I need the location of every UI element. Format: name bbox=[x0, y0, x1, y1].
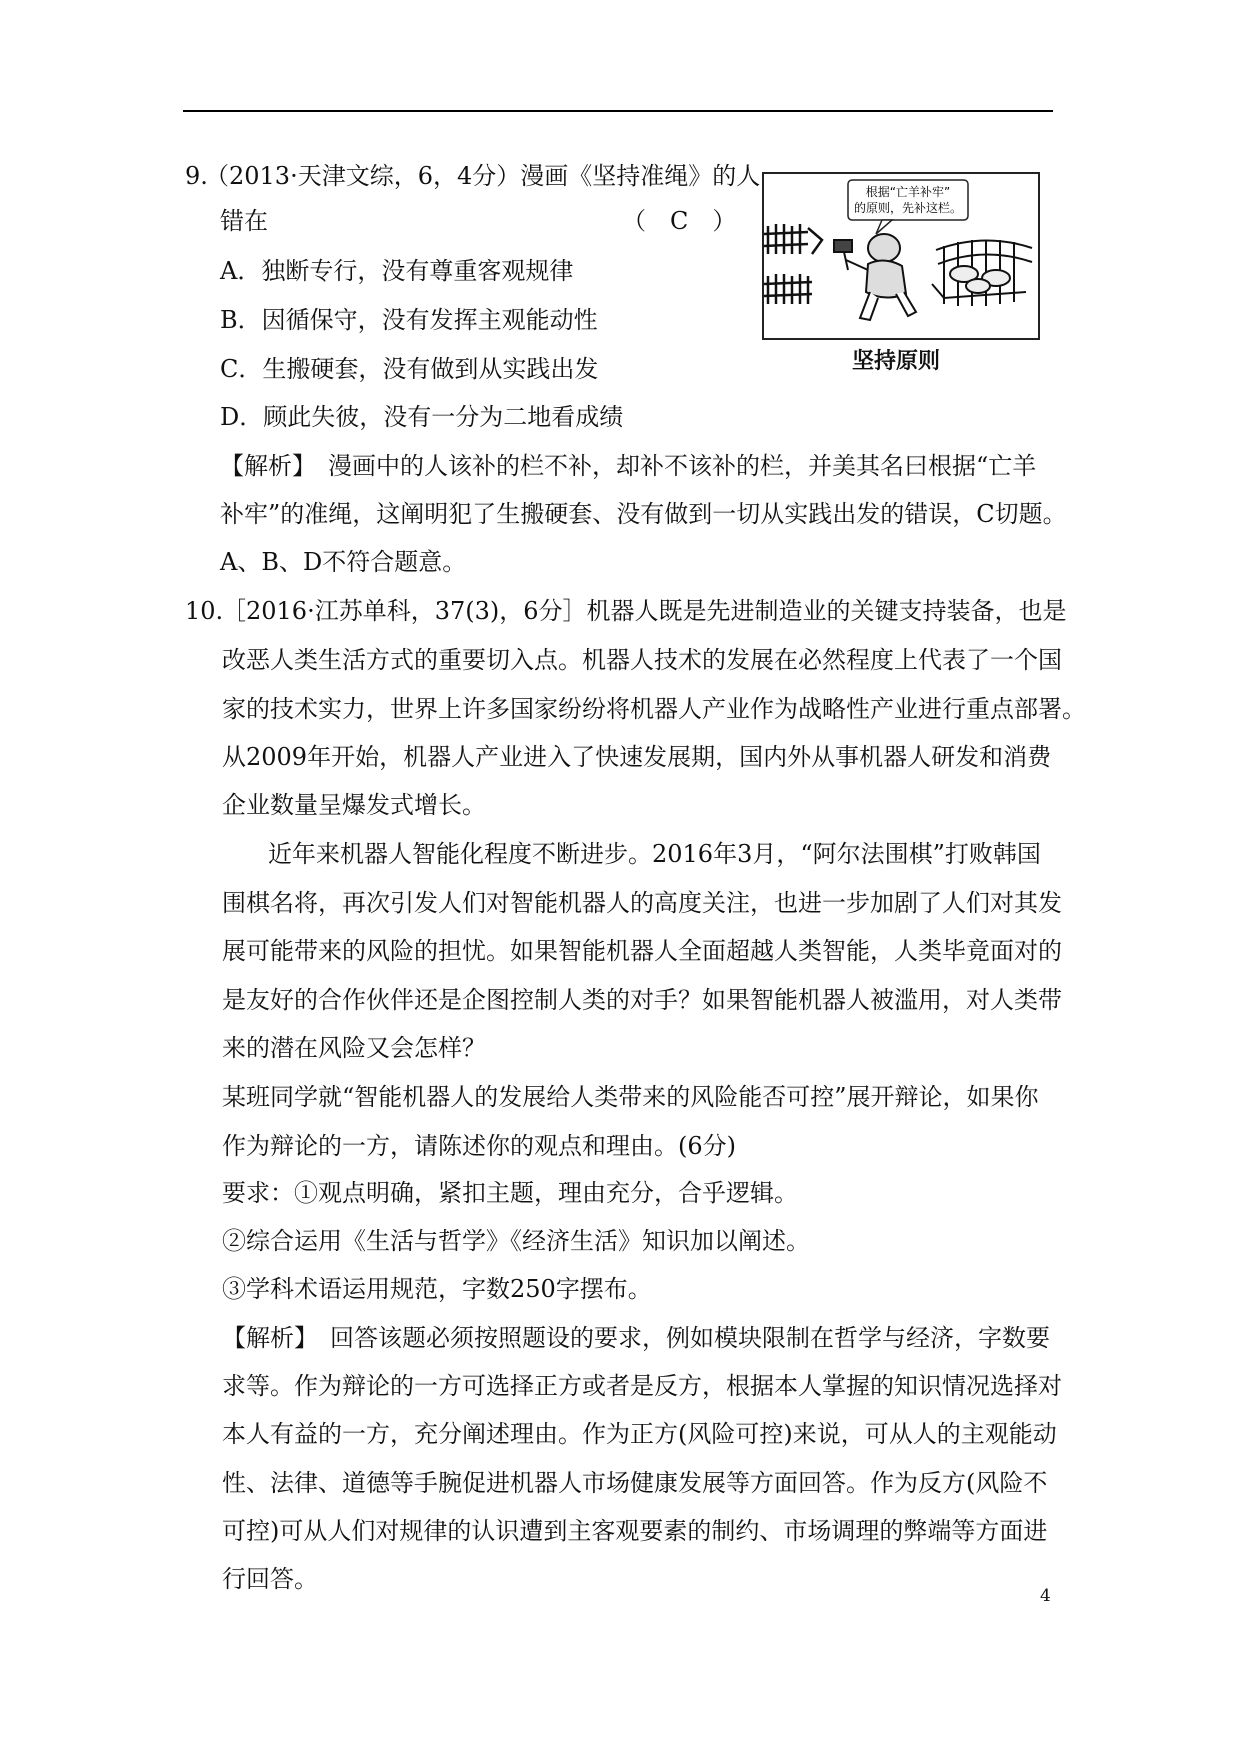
q9-option-b: B．因循保守，没有发挥主观能动性 bbox=[220, 306, 598, 334]
q10-analysis-line5: 可控)可从人们对规律的认识遭到主客观要素的制约、市场调理的弊端等方面进 bbox=[222, 1517, 1048, 1545]
q9-option-c: C．生搬硬套，没有做到从实践出发 bbox=[220, 355, 599, 383]
cartoon-illustration bbox=[762, 172, 1040, 340]
q10-para1-line5: 企业数量呈爆发式增长。 bbox=[222, 791, 486, 819]
q10-task-line1: 某班同学就“智能机器人的发展给人类带来的风险能否可控”展开辩论，如果你 bbox=[222, 1083, 1039, 1111]
speech-line1: 根据“亡羊补牢” bbox=[865, 185, 951, 199]
q10-requirement-3: ③学科术语运用规范，字数250字摆布。 bbox=[222, 1275, 652, 1303]
header-rule bbox=[183, 110, 1053, 112]
q9-analysis-line1: 【解析】 漫画中的人该补的栏不补，却补不该补的栏，并美其名曰根据“亡羊 bbox=[220, 452, 1037, 480]
q10-analysis-line3: 本人有益的一方，充分阐述理由。作为正方(风险可控)来说，可从人的主观能动 bbox=[222, 1420, 1057, 1448]
q10-para1-line3: 家的技术实力，世界上许多国家纷纷将机器人产业作为战略性产业进行重点部署。 bbox=[222, 695, 1086, 723]
q10-requirement-1: 要求：①观点明确，紧扣主题，理由充分，合乎逻辑。 bbox=[222, 1179, 798, 1207]
q9-analysis-line3: A、B、D不符合题意。 bbox=[220, 548, 467, 576]
q10-para2-line1: 近年来机器人智能化程度不断进步。2016年3月，“阿尔法围棋”打败韩国 bbox=[268, 840, 1041, 868]
cartoon-caption: 坚持原则 bbox=[852, 349, 941, 374]
q9-option-d: D．顾此失彼，没有一分为二地看成绩 bbox=[220, 403, 624, 431]
q10-para2-line2: 围棋名将，再次引发人们对智能机器人的高度关注，也进一步加剧了人们对其发 bbox=[222, 889, 1062, 917]
q10-task-line2: 作为辩论的一方，请陈述你的观点和理由。(6分) bbox=[222, 1132, 736, 1160]
q9-stem-line1: （2013·天津文综，6，4分）漫画《坚持准绳》的人 bbox=[205, 162, 761, 190]
q9-option-a: A．独断专行，没有尊重客观规律 bbox=[220, 257, 574, 285]
q10-analysis-line1: 【解析】 回答该题必须按照题设的要求，例如模块限制在哲学与经济，字数要 bbox=[222, 1324, 1050, 1352]
q9-analysis-line2: 补牢”的准绳，这阐明犯了生搬硬套、没有做到一切从实践出发的错误，C切题。 bbox=[220, 500, 1067, 528]
page-number: 4 bbox=[1040, 1586, 1051, 1606]
q9-stem-line2: 错在 bbox=[220, 207, 268, 235]
q10-para2-line4: 是友好的合作伙伴还是企图控制人类的对手？如果智能机器人被滥用，对人类带 bbox=[222, 986, 1062, 1014]
q10-number: 10. bbox=[185, 597, 224, 625]
q10-para2-line5: 来的潜在风险又会怎样？ bbox=[222, 1034, 486, 1062]
q10-analysis-line6: 行回答。 bbox=[222, 1565, 318, 1593]
q10-para2-line3: 展可能带来的风险的担忧。如果智能机器人全面超越人类智能，人类毕竟面对的 bbox=[222, 937, 1062, 965]
q10-requirement-2: ②综合运用《生活与哲学》《经济生活》知识加以阐述。 bbox=[222, 1227, 810, 1255]
q10-para1-line4: 从2009年开始，机器人产业进入了快速发展期，国内外从事机器人研发和消费 bbox=[222, 743, 1052, 771]
q10-analysis-line4: 性、法律、道德等手腕促进机器人市场健康发展等方面回答。作为反方(风险不 bbox=[222, 1469, 1048, 1497]
q9-answer: （ C ） bbox=[622, 207, 737, 235]
speech-line2: 的原则，先补这栏。 bbox=[853, 201, 963, 215]
q9-number: 9. bbox=[185, 162, 208, 190]
q10-para1-line1: ［2016·江苏单科，37(3)，6分］机器人既是先进制造业的关键支持装备，也是 bbox=[222, 597, 1067, 625]
cartoon-drawing bbox=[764, 174, 1038, 338]
q10-analysis-line2: 求等。作为辩论的一方可选择正方或者是反方，根据本人掌握的知识情况选择对 bbox=[222, 1372, 1062, 1400]
q10-para1-line2: 改恶人类生活方式的重要切入点。机器人技术的发展在必然程度上代表了一个国 bbox=[222, 646, 1062, 674]
